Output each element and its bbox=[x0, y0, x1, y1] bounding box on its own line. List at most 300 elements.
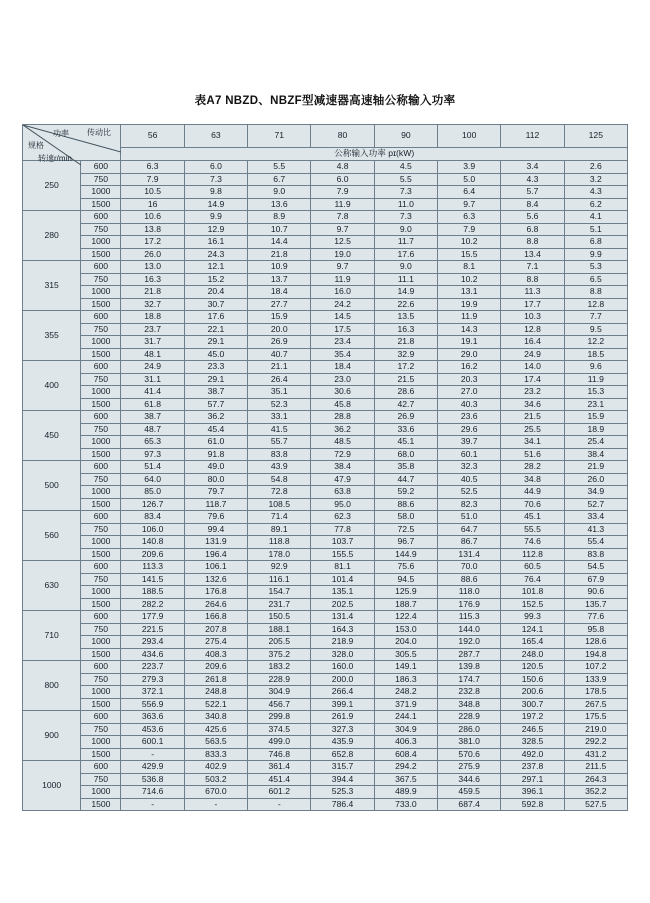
table-cell-power: 503.2 bbox=[184, 773, 247, 786]
table-cell-power: 5.7 bbox=[501, 186, 564, 199]
table-cell-power: 26.9 bbox=[248, 336, 311, 349]
row-header-speed: 600 bbox=[81, 711, 121, 724]
table-cell-power: 51.0 bbox=[438, 511, 501, 524]
table-cell-power: 61.8 bbox=[121, 398, 184, 411]
table-cell-power: 15.5 bbox=[438, 248, 501, 261]
table-cell-power: 20.0 bbox=[248, 323, 311, 336]
table-cell-power: 133.9 bbox=[564, 673, 627, 686]
table-cell-power: 38.4 bbox=[564, 448, 627, 461]
table-row bbox=[23, 761, 628, 774]
table-cell-power: 12.5 bbox=[311, 236, 374, 249]
table-cell-power: 3.4 bbox=[501, 161, 564, 174]
table-row bbox=[23, 623, 628, 636]
table-cell-power: 228.9 bbox=[438, 711, 501, 724]
table-cell-power: 86.7 bbox=[438, 536, 501, 549]
table-cell-power: 24.2 bbox=[311, 298, 374, 311]
table-cell-power: 429.9 bbox=[121, 761, 184, 774]
table-cell-power: 435.9 bbox=[311, 736, 374, 749]
row-header-size: 355 bbox=[23, 311, 81, 361]
table-cell-power: 101.4 bbox=[311, 573, 374, 586]
table-cell-power: 15.9 bbox=[248, 311, 311, 324]
table-cell-power: 28.8 bbox=[311, 411, 374, 424]
column-header-ratio: 80 bbox=[311, 125, 374, 148]
table-cell-power: 128.6 bbox=[564, 636, 627, 649]
table-cell-power: 592.8 bbox=[501, 798, 564, 811]
table-cell-power: 88.6 bbox=[438, 573, 501, 586]
table-cell-power: 205.5 bbox=[248, 636, 311, 649]
row-header-size: 710 bbox=[23, 611, 81, 661]
row-header-speed: 1500 bbox=[81, 348, 121, 361]
table-cell-power: - bbox=[121, 748, 184, 761]
row-header-speed: 1500 bbox=[81, 798, 121, 811]
table-row bbox=[23, 411, 628, 424]
table-cell-power: 10.2 bbox=[438, 236, 501, 249]
table-row bbox=[23, 298, 628, 311]
table-cell-power: 14.9 bbox=[184, 198, 247, 211]
row-header-speed: 750 bbox=[81, 273, 121, 286]
table-cell-power: 131.4 bbox=[438, 548, 501, 561]
table-cell-power: 107.2 bbox=[564, 661, 627, 674]
table-cell-power: 45.4 bbox=[184, 423, 247, 436]
table-cell-power: 453.6 bbox=[121, 723, 184, 736]
table-cell-power: 150.5 bbox=[248, 611, 311, 624]
table-row bbox=[23, 698, 628, 711]
table-cell-power: 45.1 bbox=[374, 436, 437, 449]
column-header-ratio: 112 bbox=[501, 125, 564, 148]
table-cell-power: 19.0 bbox=[311, 248, 374, 261]
table-row bbox=[23, 773, 628, 786]
table-row bbox=[23, 511, 628, 524]
table-cell-power: 13.8 bbox=[121, 223, 184, 236]
table-row bbox=[23, 723, 628, 736]
table-cell-power: 11.7 bbox=[374, 236, 437, 249]
table-cell-power: 9.7 bbox=[311, 223, 374, 236]
table-cell-power: 61.0 bbox=[184, 436, 247, 449]
table-cell-power: 77.6 bbox=[564, 611, 627, 624]
table-cell-power: 4.8 bbox=[311, 161, 374, 174]
table-cell-power: 29.6 bbox=[438, 423, 501, 436]
table-cell-power: 192.0 bbox=[438, 636, 501, 649]
row-header-size: 500 bbox=[23, 461, 81, 511]
table-cell-power: 6.3 bbox=[438, 211, 501, 224]
table-cell-power: 95.8 bbox=[564, 623, 627, 636]
table-cell-power: 81.1 bbox=[311, 561, 374, 574]
table-cell-power: 13.6 bbox=[248, 198, 311, 211]
table-cell-power: 12.2 bbox=[564, 336, 627, 349]
row-header-speed: 600 bbox=[81, 161, 121, 174]
table-cell-power: 8.8 bbox=[501, 273, 564, 286]
table-row bbox=[23, 398, 628, 411]
table-cell-power: 406.3 bbox=[374, 736, 437, 749]
table-cell-power: 11.9 bbox=[311, 198, 374, 211]
table-row bbox=[23, 286, 628, 299]
table-row bbox=[23, 498, 628, 511]
table-cell-power: 15.9 bbox=[564, 411, 627, 424]
table-cell-power: 106.0 bbox=[121, 523, 184, 536]
table-cell-power: 282.2 bbox=[121, 598, 184, 611]
row-header-speed: 1000 bbox=[81, 636, 121, 649]
table-row bbox=[23, 736, 628, 749]
table-cell-power: 40.7 bbox=[248, 348, 311, 361]
row-header-speed: 1000 bbox=[81, 286, 121, 299]
table-cell-power: 9.7 bbox=[438, 198, 501, 211]
table-cell-power: 18.5 bbox=[564, 348, 627, 361]
table-cell-power: 24.9 bbox=[501, 348, 564, 361]
row-header-speed: 1000 bbox=[81, 736, 121, 749]
table-cell-power: 371.9 bbox=[374, 698, 437, 711]
table-row bbox=[23, 711, 628, 724]
table-row bbox=[23, 248, 628, 261]
table-cell-power: 33.4 bbox=[564, 511, 627, 524]
table-cell-power: 304.9 bbox=[374, 723, 437, 736]
table-row bbox=[23, 636, 628, 649]
row-header-size: 280 bbox=[23, 211, 81, 261]
table-cell-power: 41.4 bbox=[121, 386, 184, 399]
table-cell-power: 563.5 bbox=[184, 736, 247, 749]
table-cell-power: 19.1 bbox=[438, 336, 501, 349]
table-cell-power: 124.1 bbox=[501, 623, 564, 636]
table-title: 表A7 NBZD、NBZF型减速器高速轴公称输入功率 bbox=[194, 95, 456, 107]
row-header-speed: 600 bbox=[81, 511, 121, 524]
table-cell-power: 608.4 bbox=[374, 748, 437, 761]
table-cell-power: 8.4 bbox=[501, 198, 564, 211]
row-header-speed: 1500 bbox=[81, 698, 121, 711]
row-header-speed: 600 bbox=[81, 261, 121, 274]
table-cell-power: 48.7 bbox=[121, 423, 184, 436]
row-header-speed: 1500 bbox=[81, 448, 121, 461]
table-row bbox=[23, 573, 628, 586]
table-cell-power: 11.9 bbox=[438, 311, 501, 324]
table-cell-power: 51.4 bbox=[121, 461, 184, 474]
table-cell-power: 20.4 bbox=[184, 286, 247, 299]
table-cell-power: 687.4 bbox=[438, 798, 501, 811]
table-cell-power: 140.8 bbox=[121, 536, 184, 549]
table-cell-power: 72.8 bbox=[248, 486, 311, 499]
table-cell-power: 248.2 bbox=[374, 686, 437, 699]
table-cell-power: 286.0 bbox=[438, 723, 501, 736]
table-row bbox=[23, 423, 628, 436]
table-cell-power: 670.0 bbox=[184, 786, 247, 799]
table-cell-power: 26.9 bbox=[374, 411, 437, 424]
row-header-speed: 600 bbox=[81, 211, 121, 224]
table-cell-power: 21.8 bbox=[248, 248, 311, 261]
row-header-speed: 750 bbox=[81, 223, 121, 236]
row-header-speed: 600 bbox=[81, 311, 121, 324]
row-header-speed: 1000 bbox=[81, 586, 121, 599]
table-cell-power: 42.7 bbox=[374, 398, 437, 411]
table-cell-power: 340.8 bbox=[184, 711, 247, 724]
table-cell-power: 525.3 bbox=[311, 786, 374, 799]
table-cell-power: 300.7 bbox=[501, 698, 564, 711]
table-cell-power: 24.3 bbox=[184, 248, 247, 261]
table-cell-power: 327.3 bbox=[311, 723, 374, 736]
table-cell-power: 275.9 bbox=[438, 761, 501, 774]
table-cell-power: 31.7 bbox=[121, 336, 184, 349]
table-cell-power: 5.1 bbox=[564, 223, 627, 236]
table-cell-power: 39.7 bbox=[438, 436, 501, 449]
row-header-speed: 750 bbox=[81, 423, 121, 436]
table-cell-power: 9.9 bbox=[184, 211, 247, 224]
table-cell-power: 36.2 bbox=[184, 411, 247, 424]
table-cell-power: 65.3 bbox=[121, 436, 184, 449]
table-cell-power: 348.8 bbox=[438, 698, 501, 711]
table-row bbox=[23, 648, 628, 661]
table-cell-power: 16.0 bbox=[311, 286, 374, 299]
table-cell-power: 381.0 bbox=[438, 736, 501, 749]
row-header-speed: 1000 bbox=[81, 436, 121, 449]
table-cell-power: 141.5 bbox=[121, 573, 184, 586]
table-cell-power: 135.7 bbox=[564, 598, 627, 611]
table-cell-power: 75.6 bbox=[374, 561, 437, 574]
table-cell-power: 292.2 bbox=[564, 736, 627, 749]
table-cell-power: 28.6 bbox=[374, 386, 437, 399]
table-cell-power: 344.6 bbox=[438, 773, 501, 786]
row-header-speed: 750 bbox=[81, 323, 121, 336]
table-cell-power: 601.2 bbox=[248, 786, 311, 799]
table-cell-power: 207.8 bbox=[184, 623, 247, 636]
subheader-power-unit: 公称输入功率 pɪ(kW) bbox=[121, 148, 628, 161]
table-cell-power: 116.1 bbox=[248, 573, 311, 586]
table-cell-power: 13.0 bbox=[121, 261, 184, 274]
table-cell-power: 246.5 bbox=[501, 723, 564, 736]
table-cell-power: 204.0 bbox=[374, 636, 437, 649]
table-cell-power: 7.9 bbox=[121, 173, 184, 186]
table-header bbox=[23, 125, 628, 161]
table-cell-power: 32.9 bbox=[374, 348, 437, 361]
table-cell-power: 17.2 bbox=[121, 236, 184, 249]
column-header-ratio: 71 bbox=[248, 125, 311, 148]
power-table bbox=[22, 124, 628, 811]
table-cell-power: 60.5 bbox=[501, 561, 564, 574]
table-row bbox=[23, 661, 628, 674]
table-cell-power: 7.9 bbox=[311, 186, 374, 199]
table-cell-power: 9.0 bbox=[374, 223, 437, 236]
table-cell-power: 219.0 bbox=[564, 723, 627, 736]
table-cell-power: 14.9 bbox=[374, 286, 437, 299]
table-cell-power: 188.7 bbox=[374, 598, 437, 611]
row-header-speed: 750 bbox=[81, 173, 121, 186]
table-cell-power: 275.4 bbox=[184, 636, 247, 649]
row-header-size: 250 bbox=[23, 161, 81, 211]
table-cell-power: 64.7 bbox=[438, 523, 501, 536]
table-cell-power: 21.5 bbox=[501, 411, 564, 424]
table-cell-power: 55.4 bbox=[564, 536, 627, 549]
row-header-speed: 750 bbox=[81, 573, 121, 586]
table-cell-power: 264.6 bbox=[184, 598, 247, 611]
table-cell-power: 367.5 bbox=[374, 773, 437, 786]
header-power-label: 功率 bbox=[53, 129, 69, 138]
row-header-speed: 600 bbox=[81, 411, 121, 424]
table-cell-power: 261.9 bbox=[311, 711, 374, 724]
table-cell-power: 10.5 bbox=[121, 186, 184, 199]
table-cell-power: 70.0 bbox=[438, 561, 501, 574]
table-cell-power: 10.7 bbox=[248, 223, 311, 236]
table-cell-power: 47.9 bbox=[311, 473, 374, 486]
table-cell-power: 14.3 bbox=[438, 323, 501, 336]
table-cell-power: 60.1 bbox=[438, 448, 501, 461]
table-cell-power: 21.5 bbox=[374, 373, 437, 386]
table-cell-power: 375.2 bbox=[248, 648, 311, 661]
table-cell-power: 9.9 bbox=[564, 248, 627, 261]
table-cell-power: 19.9 bbox=[438, 298, 501, 311]
table-cell-power: 23.2 bbox=[501, 386, 564, 399]
table-cell-power: 244.1 bbox=[374, 711, 437, 724]
table-cell-power: 96.7 bbox=[374, 536, 437, 549]
table-cell-power: 328.5 bbox=[501, 736, 564, 749]
table-cell-power: 11.9 bbox=[564, 373, 627, 386]
table-cell-power: 7.8 bbox=[311, 211, 374, 224]
table-cell-power: 54.5 bbox=[564, 561, 627, 574]
table-cell-power: 652.8 bbox=[311, 748, 374, 761]
table-cell-power: 144.0 bbox=[438, 623, 501, 636]
table-cell-power: 97.3 bbox=[121, 448, 184, 461]
table-cell-power: 25.5 bbox=[501, 423, 564, 436]
table-cell-power: 79.7 bbox=[184, 486, 247, 499]
table-cell-power: 267.5 bbox=[564, 698, 627, 711]
table-cell-power: 12.9 bbox=[184, 223, 247, 236]
table-cell-power: 15.3 bbox=[564, 386, 627, 399]
table-cell-power: 746.8 bbox=[248, 748, 311, 761]
table-row bbox=[23, 198, 628, 211]
table-cell-power: 25.4 bbox=[564, 436, 627, 449]
table-cell-power: 786.4 bbox=[311, 798, 374, 811]
table-cell-power: 26.4 bbox=[248, 373, 311, 386]
table-cell-power: 16.3 bbox=[121, 273, 184, 286]
table-cell-power: 408.3 bbox=[184, 648, 247, 661]
table-row bbox=[23, 586, 628, 599]
table-cell-power: 7.3 bbox=[184, 173, 247, 186]
table-cell-power: 186.3 bbox=[374, 673, 437, 686]
table-cell-power: 5.5 bbox=[374, 173, 437, 186]
table-cell-power: 6.7 bbox=[248, 173, 311, 186]
table-cell-power: 17.7 bbox=[501, 298, 564, 311]
column-header-ratio: 63 bbox=[184, 125, 247, 148]
table-cell-power: 10.9 bbox=[248, 261, 311, 274]
header-ratio-label: 传动比 bbox=[87, 128, 111, 137]
table-cell-power: 71.4 bbox=[248, 511, 311, 524]
table-cell-power: 79.6 bbox=[184, 511, 247, 524]
table-cell-power: 2.6 bbox=[564, 161, 627, 174]
table-cell-power: 833.3 bbox=[184, 748, 247, 761]
table-cell-power: 44.9 bbox=[501, 486, 564, 499]
table-cell-power: 23.6 bbox=[438, 411, 501, 424]
table-cell-power: 91.8 bbox=[184, 448, 247, 461]
table-cell-power: 166.8 bbox=[184, 611, 247, 624]
table-cell-power: 714.6 bbox=[121, 786, 184, 799]
table-cell-power: 4.1 bbox=[564, 211, 627, 224]
table-cell-power: 126.7 bbox=[121, 498, 184, 511]
table-cell-power: 72.9 bbox=[311, 448, 374, 461]
column-header-ratio: 100 bbox=[438, 125, 501, 148]
row-header-speed: 1500 bbox=[81, 198, 121, 211]
table-cell-power: 200.0 bbox=[311, 673, 374, 686]
table-cell-power: 5.5 bbox=[248, 161, 311, 174]
table-cell-power: 31.1 bbox=[121, 373, 184, 386]
table-cell-power: 4.3 bbox=[501, 173, 564, 186]
table-cell-power: 48.1 bbox=[121, 348, 184, 361]
table-cell-power: 176.9 bbox=[438, 598, 501, 611]
table-cell-power: 10.6 bbox=[121, 211, 184, 224]
table-cell-power: 45.8 bbox=[311, 398, 374, 411]
table-cell-power: 287.7 bbox=[438, 648, 501, 661]
table-cell-power: 228.9 bbox=[248, 673, 311, 686]
table-cell-power: 6.3 bbox=[121, 161, 184, 174]
row-header-speed: 750 bbox=[81, 373, 121, 386]
table-cell-power: 40.3 bbox=[438, 398, 501, 411]
table-row bbox=[23, 536, 628, 549]
table-cell-power: 18.4 bbox=[248, 286, 311, 299]
row-header-size: 315 bbox=[23, 261, 81, 311]
table-cell-power: 459.5 bbox=[438, 786, 501, 799]
table-cell-power: 34.8 bbox=[501, 473, 564, 486]
table-cell-power: 52.5 bbox=[438, 486, 501, 499]
table-cell-power: 451.4 bbox=[248, 773, 311, 786]
table-cell-power: 89.1 bbox=[248, 523, 311, 536]
table-cell-power: 118.8 bbox=[248, 536, 311, 549]
table-cell-power: 57.7 bbox=[184, 398, 247, 411]
table-cell-power: 122.4 bbox=[374, 611, 437, 624]
table-cell-power: 16.2 bbox=[438, 361, 501, 374]
table-cell-power: 183.2 bbox=[248, 661, 311, 674]
table-cell-power: 299.8 bbox=[248, 711, 311, 724]
row-header-speed: 750 bbox=[81, 623, 121, 636]
table-row bbox=[23, 748, 628, 761]
table-cell-power: 4.5 bbox=[374, 161, 437, 174]
table-cell-power: 12.1 bbox=[184, 261, 247, 274]
row-header-speed: 750 bbox=[81, 773, 121, 786]
table-cell-power: 48.5 bbox=[311, 436, 374, 449]
table-cell-power: 305.5 bbox=[374, 648, 437, 661]
table-cell-power: 82.3 bbox=[438, 498, 501, 511]
table-cell-power: 35.1 bbox=[248, 386, 311, 399]
table-cell-power: 266.4 bbox=[311, 686, 374, 699]
table-cell-power: 5.0 bbox=[438, 173, 501, 186]
table-cell-power: 101.8 bbox=[501, 586, 564, 599]
table-row bbox=[23, 786, 628, 799]
table-cell-power: 22.6 bbox=[374, 298, 437, 311]
table-cell-power: 197.2 bbox=[501, 711, 564, 724]
row-header-speed: 600 bbox=[81, 561, 121, 574]
row-header-speed: 1500 bbox=[81, 548, 121, 561]
table-cell-power: 150.6 bbox=[501, 673, 564, 686]
table-cell-power: 188.5 bbox=[121, 586, 184, 599]
row-header-speed: 1500 bbox=[81, 648, 121, 661]
table-cell-power: 232.8 bbox=[438, 686, 501, 699]
table-cell-power: 72.5 bbox=[374, 523, 437, 536]
column-header-ratio: 56 bbox=[121, 125, 184, 148]
table-cell-power: 62.3 bbox=[311, 511, 374, 524]
table-cell-power: 70.6 bbox=[501, 498, 564, 511]
table-cell-power: 35.4 bbox=[311, 348, 374, 361]
table-cell-power: 115.3 bbox=[438, 611, 501, 624]
table-row bbox=[23, 348, 628, 361]
table-cell-power: 77.8 bbox=[311, 523, 374, 536]
table-cell-power: 38.4 bbox=[311, 461, 374, 474]
table-body bbox=[23, 161, 628, 811]
table-cell-power: 499.0 bbox=[248, 736, 311, 749]
table-cell-power: 17.6 bbox=[184, 311, 247, 324]
row-header-speed: 1000 bbox=[81, 186, 121, 199]
table-cell-power: 88.6 bbox=[374, 498, 437, 511]
table-cell-power: 113.3 bbox=[121, 561, 184, 574]
table-cell-power: 6.4 bbox=[438, 186, 501, 199]
table-cell-power: 83.8 bbox=[248, 448, 311, 461]
row-header-speed: 1500 bbox=[81, 748, 121, 761]
table-cell-power: 6.2 bbox=[564, 198, 627, 211]
row-header-speed: 1500 bbox=[81, 398, 121, 411]
table-cell-power: 315.7 bbox=[311, 761, 374, 774]
table-row bbox=[23, 686, 628, 699]
